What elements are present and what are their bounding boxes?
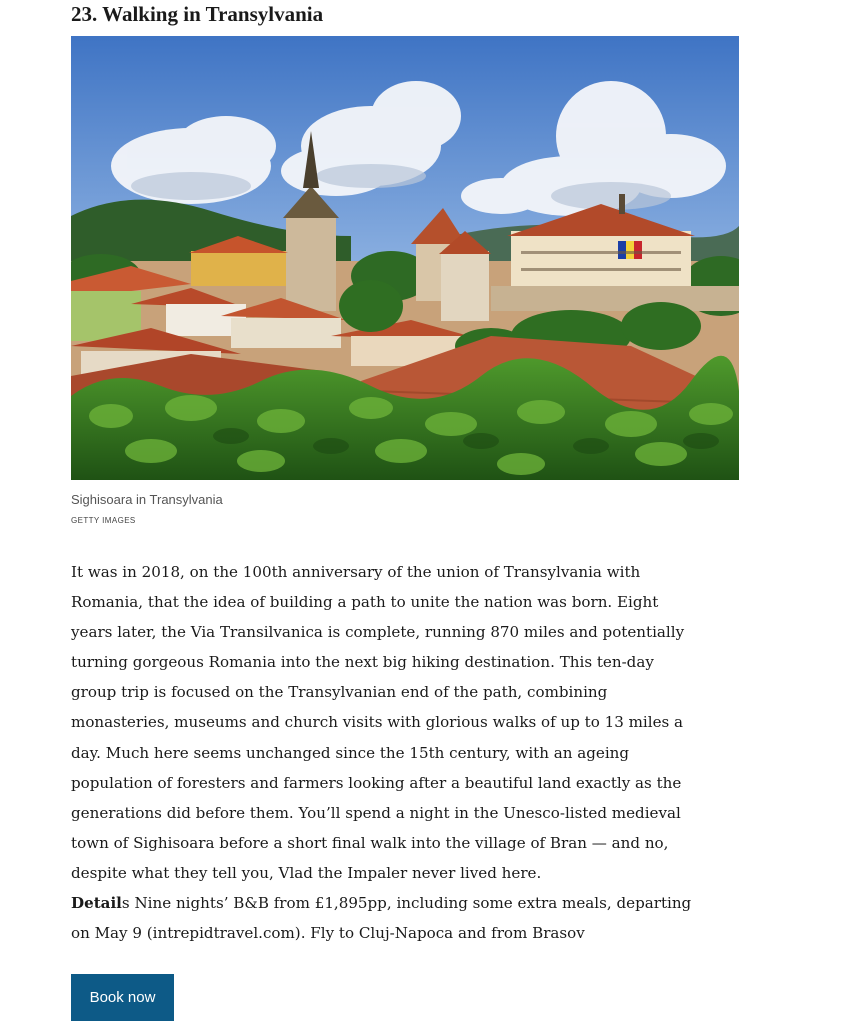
- body-line: population of foresters and farmers looking after a beautiful land exactly as the: [71, 773, 682, 792]
- body-line: turning gorgeous Romania into the next big hiking destination. This ten-day: [71, 653, 654, 672]
- body-line: years later, the Via Transilvanica is complete, running 870 miles and potentially: [71, 623, 685, 642]
- sighisoara-photo: [71, 36, 739, 480]
- details-line: [71, 888, 739, 918]
- details-line-2: on May 9 (intrepidtravel.com). Fly to Cluj-Napoca and from Brasov: [71, 924, 585, 943]
- details-label-suffix: s: [121, 894, 130, 913]
- body-line: day. Much here seems unchanged since the 15th century, with an ageing: [71, 743, 630, 762]
- image-caption: Sighisoara in Transylvania: [71, 492, 223, 507]
- article-photo: [71, 36, 739, 480]
- body-line: generations did before them. You’ll spend a night in the Unesco-listed medieval: [71, 803, 681, 822]
- details-label: Detail: [71, 894, 122, 913]
- article-body: [71, 557, 739, 948]
- article-heading: 23. Walking in Transylvania: [71, 2, 324, 26]
- body-line: group trip is focused on the Transylvanian end of the path, combining: [71, 683, 608, 702]
- body-line: despite what they tell you, Vlad the Impaler never lived here.: [71, 863, 542, 882]
- details-text: Nine nights’ B&B from £1,895pp, including some extra meals, departing: [129, 894, 692, 913]
- body-line: town of Sighisoara before a short final walk into the village of Bran — and no,: [71, 833, 669, 852]
- body-line: monasteries, museums and church visits with glorious walks of up to 13 miles a: [71, 713, 684, 732]
- book-now-button[interactable]: Book now: [71, 974, 174, 1021]
- body-line: Romania, that the idea of building a path to unite the nation was born. Eight: [71, 593, 659, 612]
- image-credit: GETTY IMAGES: [71, 516, 136, 525]
- body-line: It was in 2018, on the 100th anniversary of the union of Transylvania with: [71, 563, 641, 581]
